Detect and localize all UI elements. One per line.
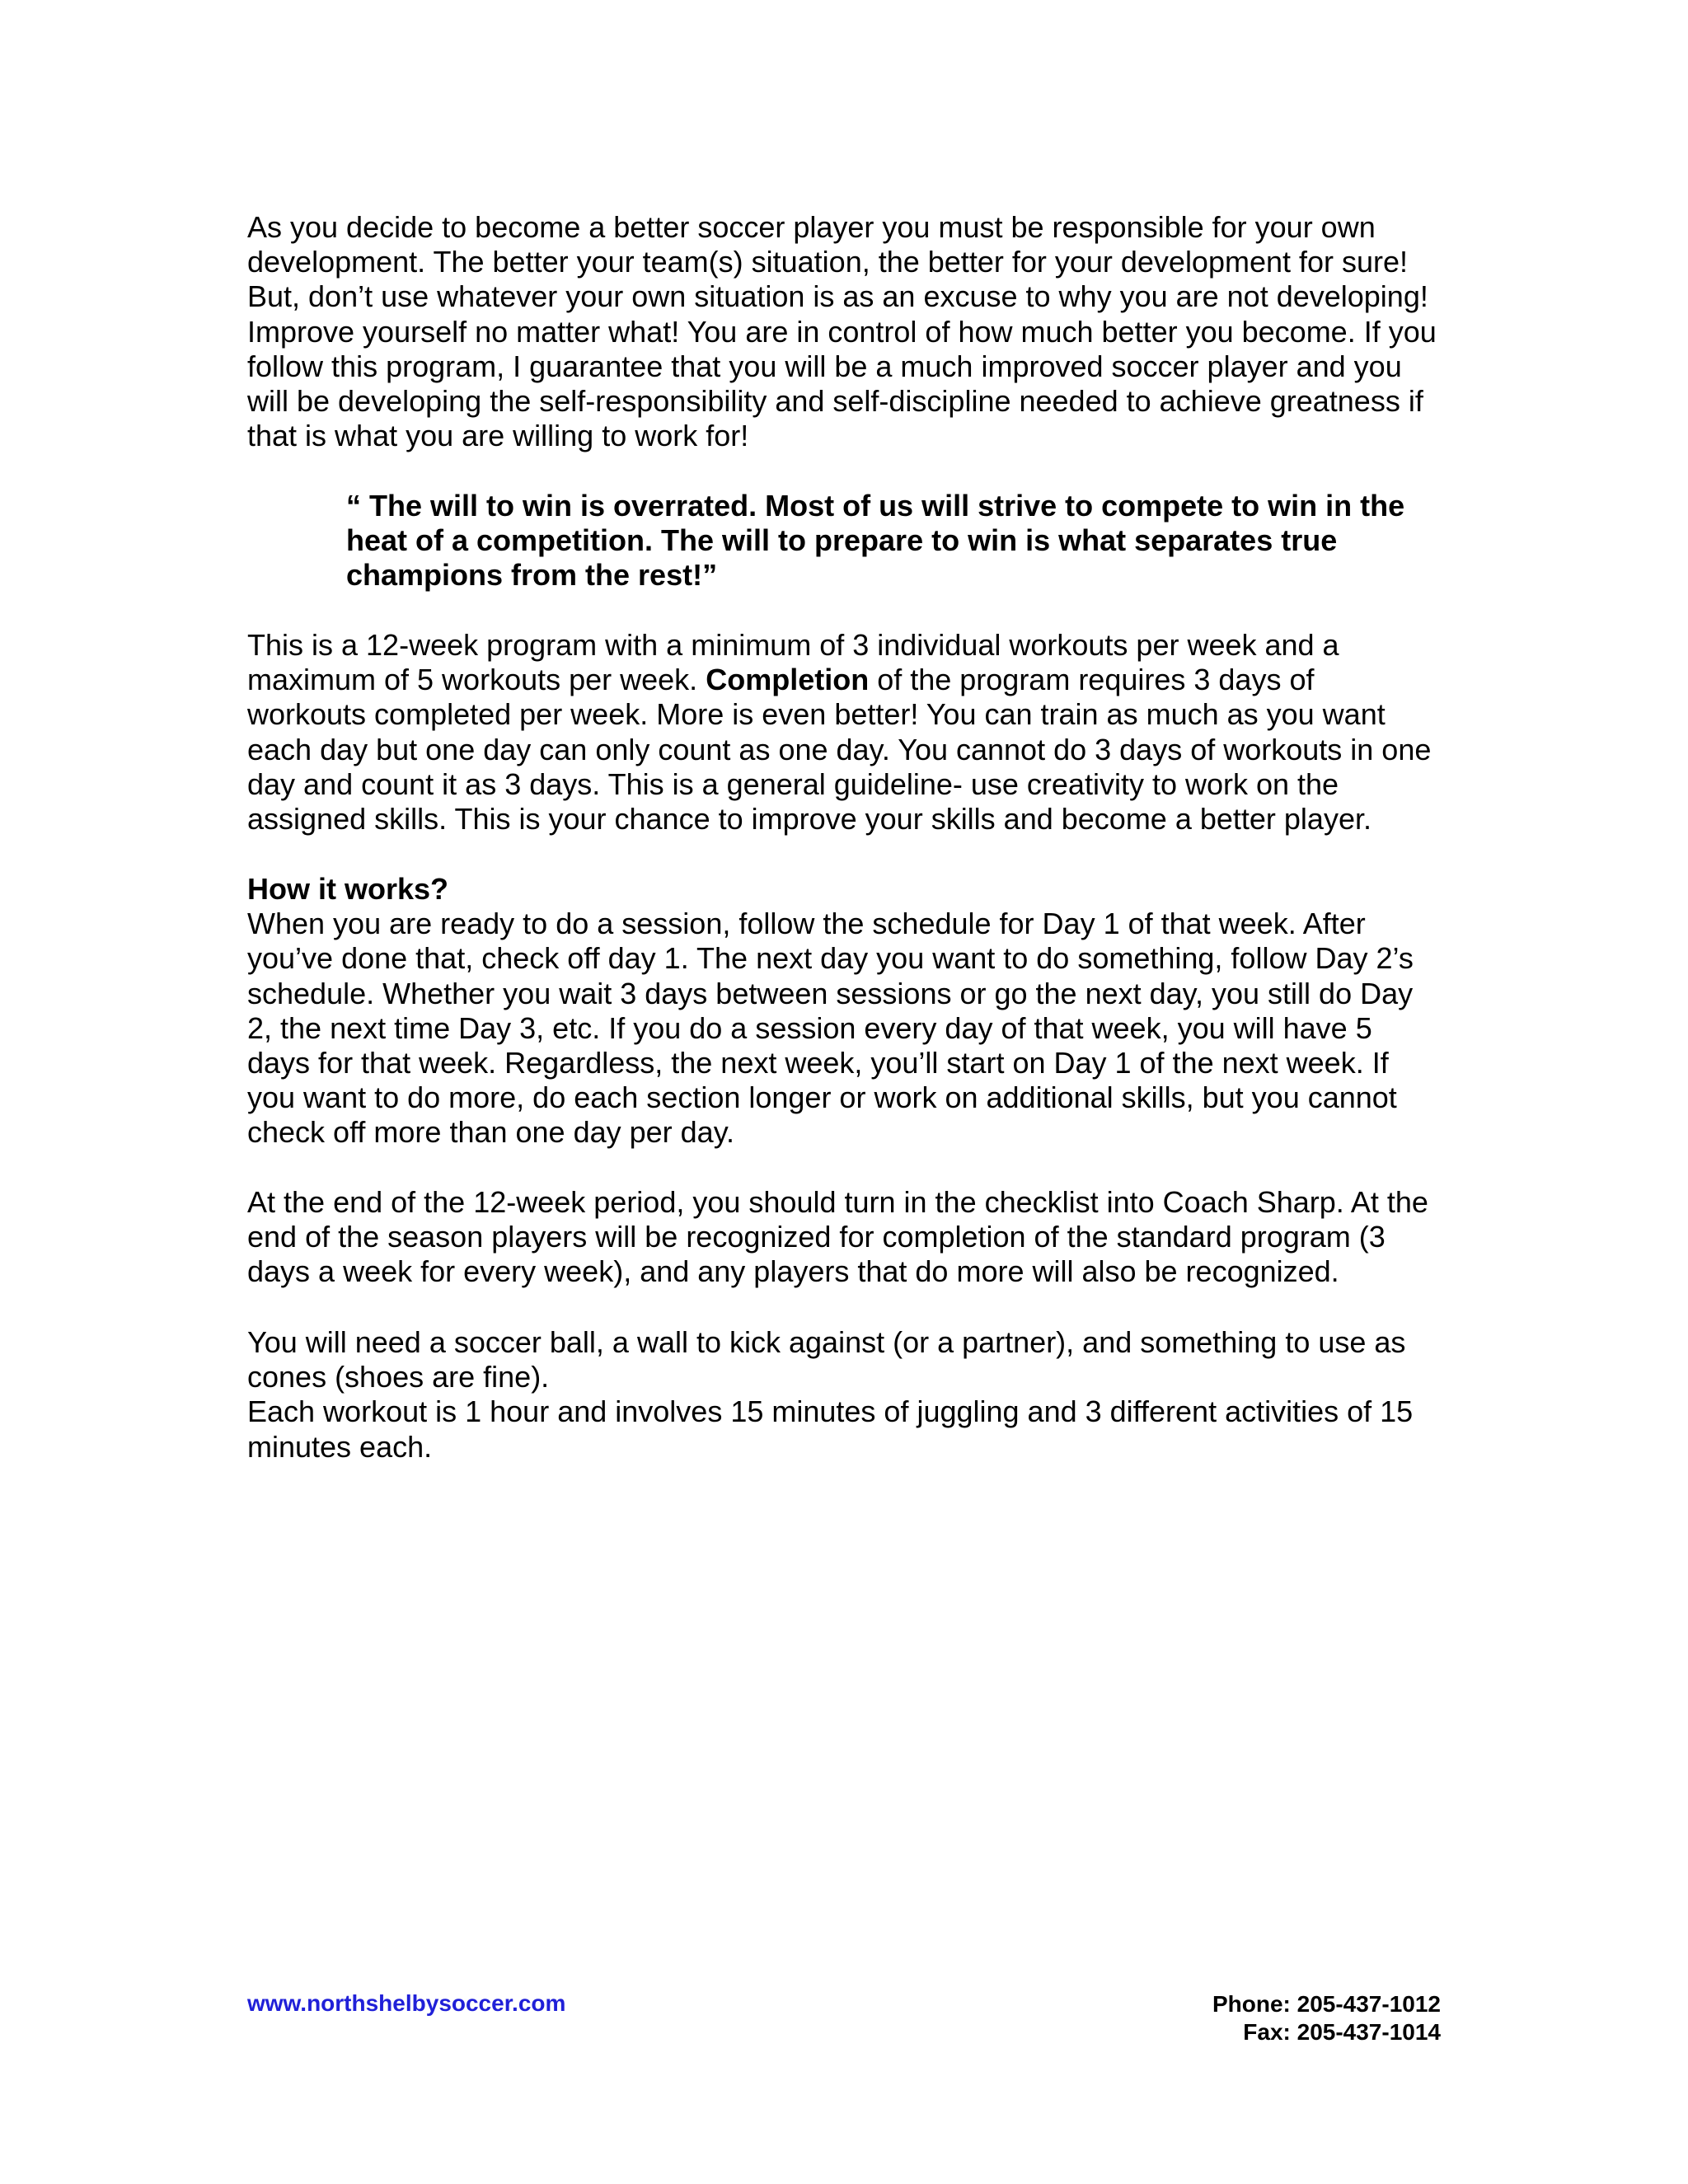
intro-text: As you decide to become a better soccer player you must be responsible for your own development. The better your team(s) situation, the better for your development for sure! But, don’t use whatever your own situation is as an excuse to why you are not developing! Improve yourself no matter what! You are in control of how much better you become. If you follow this program, I guarantee that you will be a much improved soccer player and you will be developing the self-responsibility and self-discipline needed to achieve greatness if that is what you are willing to work for! [247, 210, 1437, 453]
motivational-quote [346, 489, 1442, 593]
how-it-works-text: When you are ready to do a session, follow the schedule for Day 1 of that week. After you’ve done that, check off day 1. The next day you want to do something, follow Day 2’s schedule. Whether you wait 3 days between sessions or go the next day, you still do Day 2, the next time Day 3, etc. If you do a session every day of that week, you will have 5 days for that week. Regardless, the next week, you’ll start on Day 1 of the next week. If you want to do more, do each section longer or work on additional skills, but you cannot check off more than one day per day. [247, 907, 1414, 1150]
equipment-paragraph [247, 1325, 1438, 1465]
end-of-period-text: At the end of the 12-week period, you should turn in the checklist into Coach Sharp. At the end of the season players will be recognized for completion of the standard program (3 days a week for every week), and any players that do more will also be recognized. [247, 1185, 1428, 1289]
program-text-after: of the program requires 3 days of workouts completed per week. More is even better! You can train as much as you want each day but one day can only count as one day. You cannot do 3 days of workouts in one day and count it as 3 days. This is a general guideline- use creativity to work on the assigned skills. This is your chance to improve your skills and become a better player. [247, 663, 1432, 837]
phone-number: Phone: 205-437-1012 [1212, 1991, 1441, 2017]
intro-paragraph [247, 210, 1438, 453]
equipment-text: You will need a soccer ball, a wall to kick against (or a partner), and something to use as cones (shoes are fine). [247, 1325, 1406, 1394]
program-paragraph [247, 628, 1438, 837]
how-it-works-heading: How it works? [247, 872, 449, 906]
website-link[interactable]: www.northshelbysoccer.com [247, 1990, 566, 2016]
footer-contact [1212, 1990, 1441, 2046]
how-it-works-section [247, 872, 1438, 1151]
program-text-before: This is a 12-week program with a minimum of 3 individual workouts per week and a maximum of 5 workouts per week. [247, 628, 1339, 697]
completion-emphasis: Completion [706, 663, 870, 697]
end-of-period-paragraph [247, 1185, 1438, 1290]
program-text [247, 628, 1438, 837]
workout-duration-text: Each workout is 1 hour and involves 15 minutes of juggling and 3 different activities of 15 minutes each. [247, 1394, 1414, 1464]
quote-text: “ The will to win is overrated. Most of us will strive to compete to win in the heat of a competition. The will to prepare to win is what separates true champions from the rest!” [346, 489, 1405, 593]
fax-number: Fax: 205-437-1014 [1243, 2019, 1441, 2045]
